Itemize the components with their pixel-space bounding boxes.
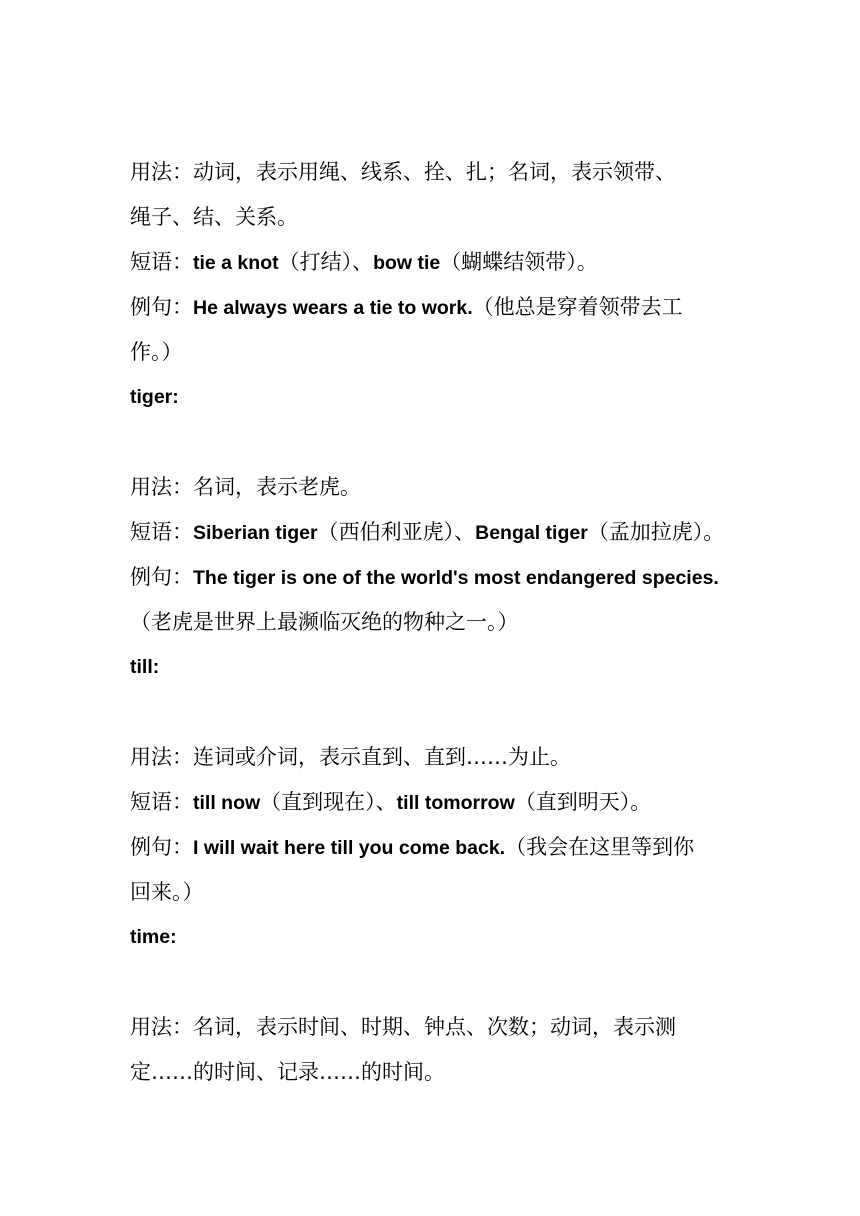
phrase-english: Bengal tiger <box>475 522 588 544</box>
phrase-translation: （直到明天）。 <box>514 790 652 814</box>
example-label: 例句： <box>130 295 193 319</box>
example-translation: （我会在这里等到你 <box>505 835 695 859</box>
word-heading: till: <box>130 656 160 678</box>
example-english: The tiger is one of the world's most endangered species. <box>193 567 719 589</box>
example-english: I will wait here till you come back. <box>193 837 506 859</box>
usage-line: 用法：名词，表示老虎。 <box>130 475 361 499</box>
phrase-translation: （直到现在）、 <box>260 790 397 814</box>
word-heading: time: <box>130 926 177 948</box>
phrase-english: bow tie <box>373 252 441 274</box>
phrase-label: 短语： <box>130 790 193 814</box>
example-line <box>130 285 740 330</box>
word-heading: tiger: <box>130 386 179 408</box>
phrase-english: Siberian tiger <box>193 522 318 544</box>
example-label: 例句： <box>130 565 193 589</box>
usage-line: 用法：动词，表示用绳、线系、拴、扎；名词，表示领带、 <box>130 160 676 184</box>
example-line <box>130 555 740 600</box>
phrase-translation: （蝴蝶结领带）。 <box>440 250 598 274</box>
phrase-label: 短语： <box>130 520 193 544</box>
phrase-translation: （孟加拉虎）。 <box>587 520 725 544</box>
phrase-english: tie a knot <box>193 252 279 274</box>
phrase-translation: （西伯利亚虎）、 <box>317 520 476 544</box>
phrase-english: till now <box>193 792 261 814</box>
usage-line: 用法：名词，表示时间、时期、钟点、次数；动词，表示测 <box>130 1015 676 1039</box>
example-translation-line: 作。） <box>130 340 183 364</box>
phrase-line <box>130 510 740 555</box>
phrase-line <box>130 240 740 285</box>
phrase-english: till tomorrow <box>396 792 515 814</box>
blank-line <box>130 960 740 1005</box>
example-translation-line: （老虎是世界上最濒临灭绝的物种之一。） <box>130 610 519 634</box>
usage-line: 定……的时间、记录……的时间。 <box>130 1060 445 1084</box>
phrase-label: 短语： <box>130 250 193 274</box>
usage-line: 绳子、结、关系。 <box>130 205 298 229</box>
example-translation: （他总是穿着领带去工 <box>472 295 683 319</box>
example-english: He always wears a tie to work. <box>193 297 473 319</box>
blank-line <box>130 420 740 465</box>
phrase-translation: （打结）、 <box>278 250 374 274</box>
example-label: 例句： <box>130 835 193 859</box>
usage-line: 用法：连词或介词，表示直到、直到……为止。 <box>130 745 571 769</box>
example-line <box>130 825 740 870</box>
phrase-line <box>130 780 740 825</box>
blank-line <box>130 690 740 735</box>
example-translation-line: 回来。） <box>130 880 204 904</box>
document-page <box>130 150 740 1095</box>
